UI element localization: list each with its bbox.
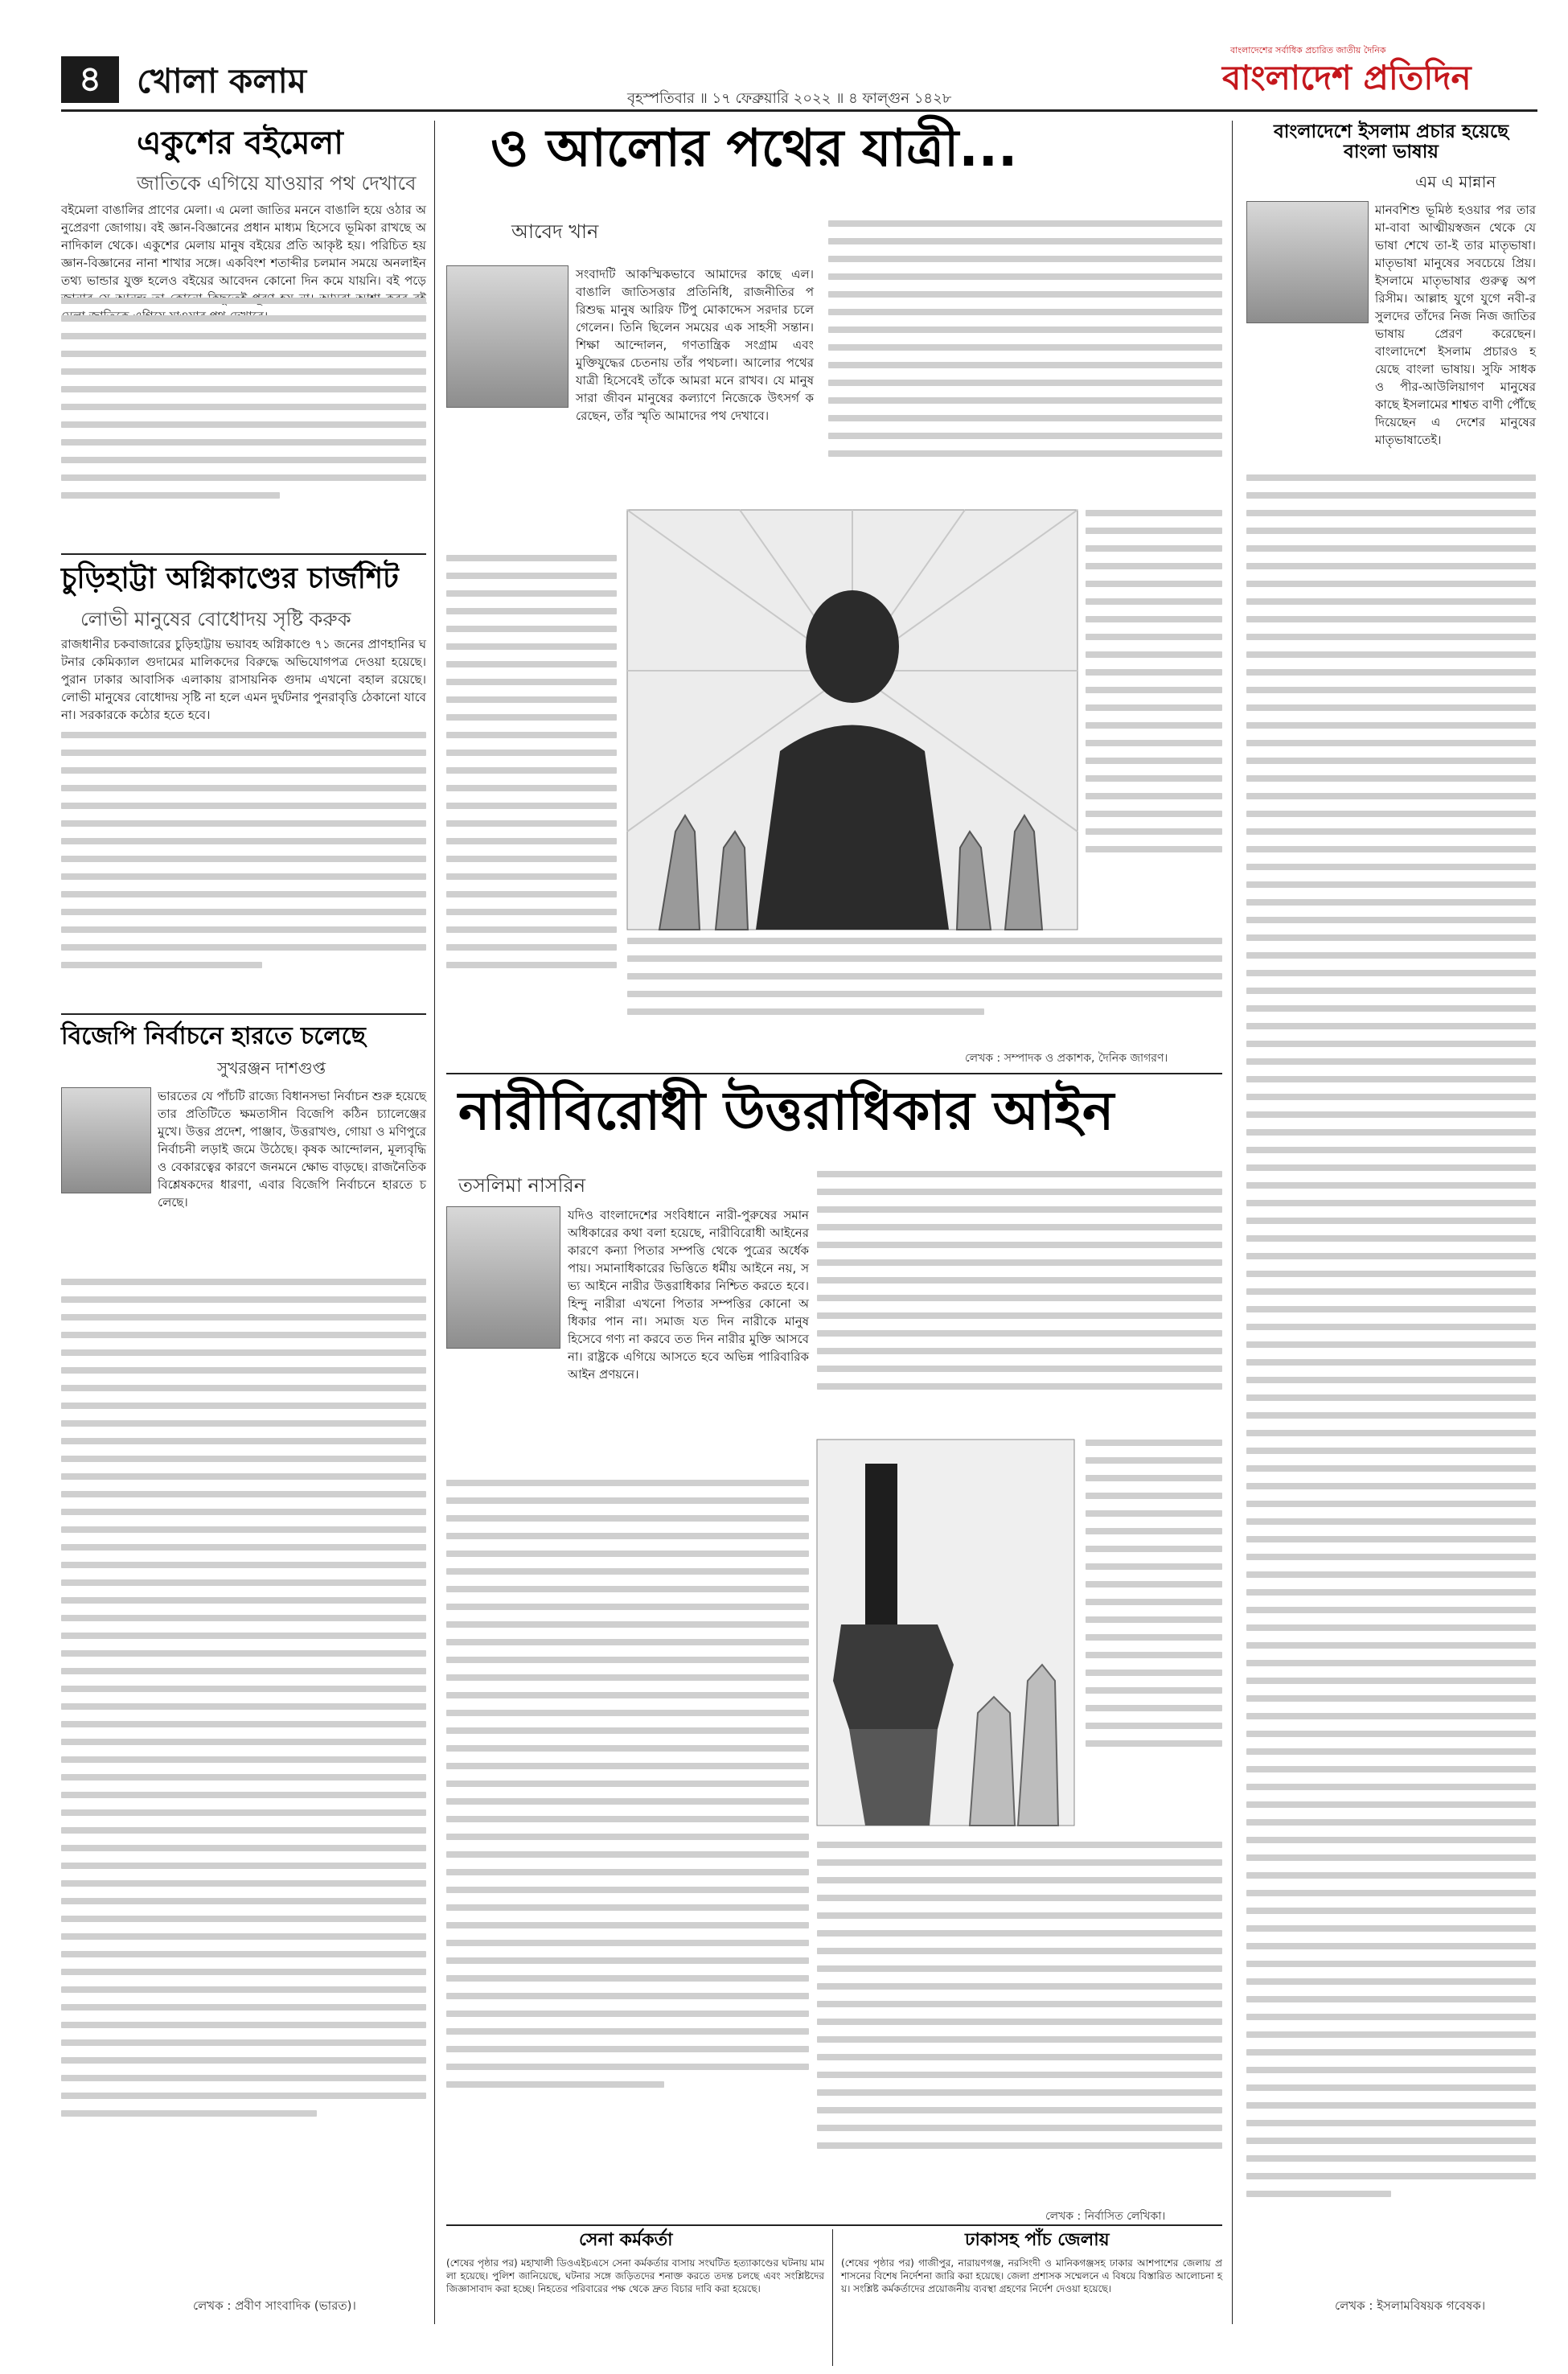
dhaka-pach-body: (শেষের পৃষ্ঠার পর) গাজীপুর, নারায়ণগঞ্জ, নরসিংদী ও মানিকগঞ্জসহ ঢাকার আশপাশের জেলায় প্রশাসনের বিশেষ নির্দেশনা জারি করা হয়েছে। জেলা প্রশাসক সম্মেলনে এ বিষয়ে বিস্তারিত আলোচনা হয়। সংশ্লিষ্ট কর্মকর্তাদের প্রয়োজনীয় ব্যবস্থা গ্রহণের নির্দেশ দেওয়া হয়েছে। bbox=[841, 2257, 1222, 2294]
page-number-badge bbox=[61, 56, 119, 103]
alor-pothe-bottom-text bbox=[627, 938, 1222, 1042]
section-title: খোলা কলাম bbox=[137, 61, 307, 101]
alor-pothe-author-photo bbox=[446, 265, 569, 408]
islam-bangla-author-photo bbox=[1246, 201, 1369, 323]
date-line: বৃহস্পতিবার ॥ ১৭ ফেব্রুয়ারি ২০২২ ॥ ৪ ফাল্গুন ১৪২৮ bbox=[627, 90, 952, 107]
dhaka-pach-title: ঢাকাসহ পাঁচ জেলায় bbox=[965, 2230, 1110, 2250]
churihatta-body: রাজধানীর চকবাজারের চুড়িহাট্টায় ভয়াবহ অগ্নিকাণ্ডে ৭১ জনের প্রাণহানির ঘটনার কেমিক্যাল গুদামের মালিকদের বিরুদ্ধে অভিযোগপত্র দেওয়া হয়েছে। পুরান ঢাকার আবাসিক এলাকায় রাসায়নিক গুদাম এখনো বহাল রয়েছে। লোভী মানুষের বোধোদয় সৃষ্টি না হলে এমন দুর্ঘটনার পুনরাবৃত্তি ঠেকানো যাবে না। সরকারকে কঠোর হতে হবে। bbox=[61, 637, 426, 722]
bjp-author-note: লেখক : প্রবীণ সাংবাদিক (ভারত)। bbox=[193, 2298, 356, 2313]
column-rule bbox=[434, 121, 435, 2324]
paper-logo: বাংলাদেশ প্রতিদিন bbox=[1222, 58, 1472, 97]
bjp-author-photo bbox=[61, 1087, 151, 1193]
nari-col-upper-right bbox=[817, 1171, 1222, 1436]
churihatta-subtitle: লোভী মানুষের বোধোদয় সৃষ্টি করুক bbox=[80, 608, 351, 630]
bjp-body-continued bbox=[61, 1279, 426, 2276]
bjp-title: বিজেপি নির্বাচনে হারতে চলেছে bbox=[61, 1022, 366, 1050]
alor-pothe-body: সংবাদটি আকস্মিকভাবে আমাদের কাছে এল। বাঙালি জাতিসত্তার প্রতিনিধি, রাজনীতির পরিশুদ্ধ মানুষ আরিফ টিপু মোকাদ্দেস সরদার চলে গেলেন। তিনি ছিলেন সময়ের এক সাহসী সন্তান। শিক্ষা আন্দোলন, গণতান্ত্রিক সংগ্রাম এবং মুক্তিযুদ্ধের চেতনায় তাঁর পথচলা। আলোর পথের যাত্রী হিসেবেই তাঁকে আমরা মনে রাখব। যে মানুষ সারা জীবন মানুষের কল্যাণে নিজেকে উৎসর্গ করেছেন, তাঁর স্মৃতি আমাদের পথ দেখাবে। bbox=[576, 267, 814, 423]
islam-bangla-title: বাংলাদেশে ইসলাম প্রচার হয়েছে বাংলা ভাষায় bbox=[1273, 121, 1509, 163]
alor-pothe-col1-continued bbox=[446, 555, 617, 1054]
islam-bangla-body: মানবশিশু ভূমিষ্ঠ হওয়ার পর তার মা-বাবা আত্মীয়স্বজন থেকে যে ভাষা শেখে তা-ই তার মাতৃভাষা। মাতৃভাষা মানুষের সবচেয়ে প্রিয়। ইসলামে মাতৃভাষার গুরুত্ব অপরিসীম। আল্লাহ যুগে যুগে নবী-রসুলদের তাঁদের নিজ নিজ জাতির ভাষায় প্রেরণ করেছেন। বাংলাদেশে ইসলাম প্রচারও হয়েছে বাংলা ভাষায়। সুফি সাধক ও পীর-আউলিয়াগণ মানুষের কাছে ইসলামের শাশ্বত বাণী পৌঁছে দিয়েছেন এ দেশের মানুষের মাতৃভাষাতেই। bbox=[1375, 203, 1536, 447]
islam-bangla-author: এম এ মান্নান bbox=[1415, 172, 1496, 191]
silhouette-head bbox=[806, 590, 899, 703]
alor-pothe-col-upper-right bbox=[828, 220, 1222, 502]
fist-icon bbox=[833, 1624, 954, 1729]
ekushe-title: একুশের বইমেলা bbox=[137, 125, 343, 162]
masthead-rule bbox=[61, 109, 1537, 112]
page-number: ৪ bbox=[78, 59, 102, 100]
alor-pothe-author-note: লেখক : সম্পাদক ও প্রকাশক, দৈনিক জাগরণ। bbox=[965, 1052, 1168, 1065]
column-rule bbox=[1232, 121, 1233, 2324]
column-rule bbox=[832, 2229, 833, 2366]
alor-pothe-author: আবেদ খান bbox=[511, 220, 599, 243]
nari-author-note: লেখক : নির্বাসিত লেখিকা। bbox=[1045, 2210, 1166, 2223]
nari-body: যদিও বাংলাদেশের সংবিধানে নারী-পুরুষের সমান অধিকারের কথা বলা হয়েছে, নারীবিরোধী আইনের কারণে কন্যা পিতার সম্পত্তি থেকে পুত্রের অর্ধেক পায়। সমানাধিকারের ভিত্তিতে ধর্মীয় আইনে নয়, সভ্য আইনে নারীর উত্তরাধিকার নিশ্চিত করতে হবে। হিন্দু নারীরা এখনো পিতার সম্পত্তির কোনো অধিকার পান না। সমাজ যত দিন নারীকে মানুষ হিসেবে গণ্য না করবে তত দিন নারীর মুক্তি আসবে না। রাষ্ট্রকে এগিয়ে আসতে হবে অভিন্ন পারিবারিক আইন প্রণয়নে। bbox=[568, 1208, 809, 1382]
divider bbox=[61, 553, 426, 555]
sena-title: সেনা কর্মকর্তা bbox=[579, 2230, 673, 2250]
nari-title: নারীবিরোধী উত্তরাধিকার আইন bbox=[458, 1080, 1114, 1142]
churihatta-body-continued bbox=[61, 732, 426, 989]
paper-tagline: বাংলাদেশের সর্বাধিক প্রচারিত জাতীয় দৈনিক bbox=[1230, 45, 1386, 55]
sena-body: (শেষের পৃষ্ঠার পর) মহাখালী ডিওএইচএসে সেনা কর্মকর্তার বাসায় সংঘটিত হত্যাকাণ্ডের ঘটনায় মামলা হয়েছে। পুলিশ জানিয়েছে, ঘটনার সঙ্গে জড়িতদের শনাক্ত করতে তদন্ত চলছে এবং সংশ্লিষ্টদের জিজ্ঞাসাবাদ করা হচ্ছে। নিহতের পরিবারের পক্ষ থেকে দ্রুত বিচার দাবি করা হয়েছে। bbox=[446, 2257, 824, 2294]
ekushe-body: বইমেলা বাঙালির প্রাণের মেলা। এ মেলা জাতির মননে বাঙালি হয়ে ওঠার অনুপ্রেরণা জোগায়। বই জ্ঞান-বিজ্ঞানের প্রধান মাধ্যম হিসেবে ভূমিকা রাখছে অনাদিকাল থেকে। একুশের মেলায় মানুষ বইয়ের প্রতি আকৃষ্ট হয়। পরিচিত হয় জ্ঞান-বিজ্ঞানের নানা শাখার সঙ্গে। একবিংশ শতাব্দীর চলমান সময়ে অনলাইন তথ্য ভান্ডার যুক্ত হলেও বইয়ের আবেদন কোনো দিন কমে যায়নি। বই পড়ে bbox=[61, 203, 426, 288]
churihatta-title: চুড়িহাট্টা অগ্নিকাণ্ডের চার্জশিট bbox=[61, 562, 399, 595]
islam-bangla-body-continued bbox=[1246, 474, 1536, 2284]
alor-pothe-col-right bbox=[1086, 510, 1222, 928]
bjp-author: সুখরঞ্জন দাশগুপ্ত bbox=[217, 1058, 326, 1078]
ekushe-body-continued bbox=[61, 298, 426, 539]
divider bbox=[446, 1073, 1222, 1074]
divider bbox=[61, 1013, 426, 1015]
nari-col-right bbox=[1086, 1440, 1222, 1826]
nari-author: তসলিমা নাসরিন bbox=[458, 1174, 586, 1197]
ekushe-subtitle: জাতিকে এগিয়ে যাওয়ার পথ দেখাবে bbox=[137, 172, 417, 195]
silhouette-body bbox=[756, 725, 949, 930]
bjp-body: ভারতের যে পাঁচটি রাজ্যে বিধানসভা নির্বাচন শুরু হয়েছে তার প্রতিটিতে ক্ষমতাসীন বিজেপি কঠিন চ্যালেঞ্জের মুখে। উত্তর প্রদেশ, পাঞ্জাব, উত্তরাখণ্ড, গোয়া ও মণিপুরে নির্বাচনী লড়াই জমে উঠেছে। কৃষক আন্দোলন, মূল্যবৃদ্ধি ও বেকারত্বের কারণে জনমনে ক্ষোভ বাড়ছে। রাজনৈতিক বিশ্লেষকদের ধারণা, এবার বিজেপি নির্বাচনে হারতে চলেছে। bbox=[158, 1089, 426, 1210]
nari-col1-continued bbox=[446, 1480, 809, 2220]
islam-bangla-author-note: লেখক : ইসলামবিষয়ক গবেষক। bbox=[1335, 2298, 1486, 2313]
divider bbox=[446, 2224, 1222, 2226]
nari-bottom-text bbox=[817, 1842, 1222, 2220]
nari-author-photo bbox=[446, 1206, 560, 1349]
alor-pothe-title: ও আলোর পথের যাত্রী... bbox=[491, 119, 1018, 179]
illustration-fist-pen bbox=[817, 1440, 1074, 1826]
illustration-silhouette bbox=[627, 510, 1077, 930]
